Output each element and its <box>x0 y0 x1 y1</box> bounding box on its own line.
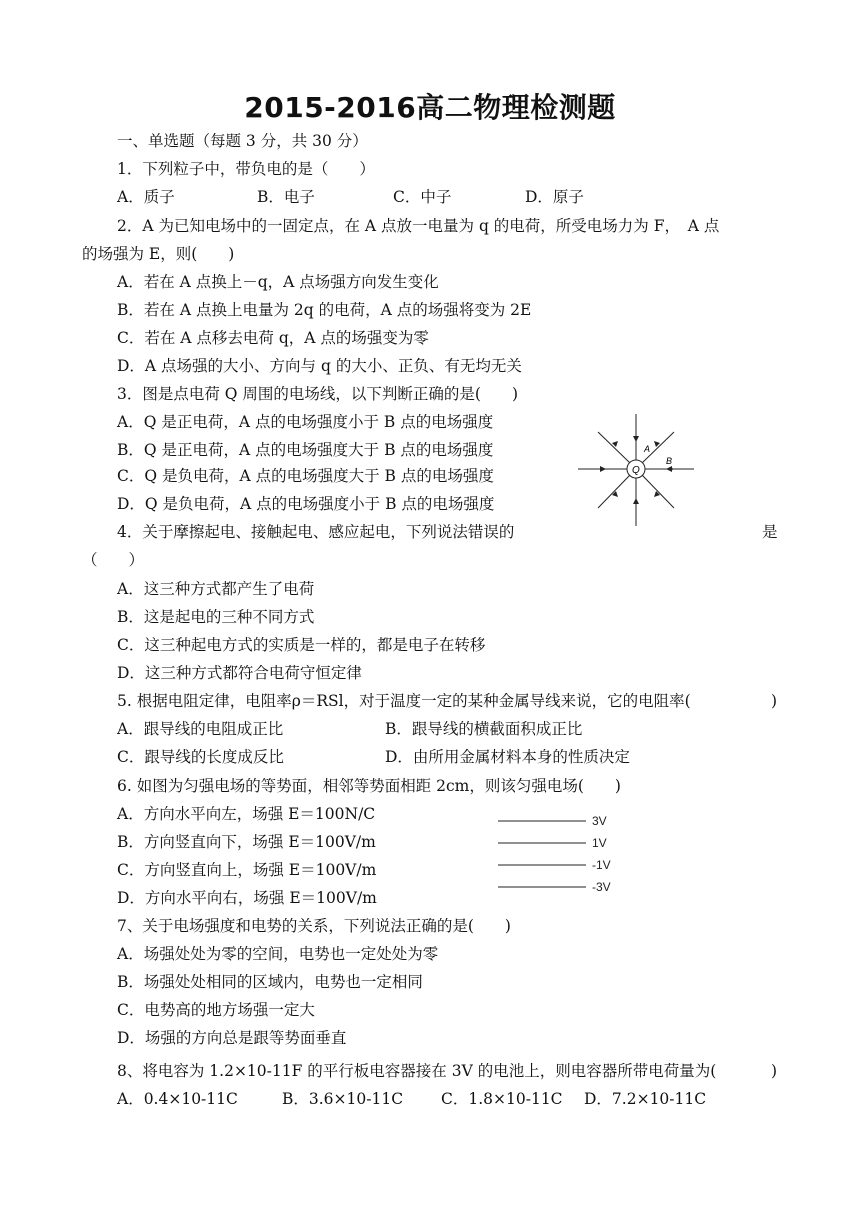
question-5-option-c: C．跟导线的长度成反比 <box>117 748 284 766</box>
point-charge-field-diagram <box>576 410 696 532</box>
page-title: 2015-2016高二物理检测题 <box>244 91 616 124</box>
point-a-label: A <box>644 444 651 454</box>
question-8-stem: 8、将电容为 1.2×10-11F 的平行板电容器接在 3V 的电池上，则电容器所带电荷量为( <box>117 1062 717 1080</box>
question-4-stem-cont: （ ） <box>82 551 145 569</box>
question-8-option-a: A．0.4×10-11C <box>117 1090 238 1108</box>
equipotential-label-1: 3V <box>592 814 607 828</box>
question-3-option-c: C．Q 是负电荷，A 点的电场强度大于 B 点的电场强度 <box>117 467 494 485</box>
question-7-option-a: A．场强处处为零的空间，电势也一定处处为零 <box>117 945 439 963</box>
question-4-option-b: B．这是起电的三种不同方式 <box>117 608 315 626</box>
question-5-stem: 5. 根据电阻定律，电阻率ρ＝RSl，对于温度一定的某种金属导线来说，它的电阻率( <box>117 692 691 710</box>
question-2-stem-cont: 的场强为 E，则( ) <box>82 245 235 263</box>
question-2-option-b: B．若在 A 点换上电量为 2q 的电荷，A 点的场强将变为 2E <box>117 301 532 319</box>
question-1-option-a: A．质子 <box>117 188 175 206</box>
question-6-option-c: C．方向竖直向上，场强 E＝100V/m <box>117 861 377 879</box>
question-3-option-b: B．Q 是正电荷，A 点的电场强度大于 B 点的电场强度 <box>117 441 494 459</box>
question-3-option-a: A．Q 是正电荷，A 点的电场强度小于 B 点的电场强度 <box>117 413 494 431</box>
question-7-option-b: B．场强处处相同的区域内，电势也一定相同 <box>117 973 423 991</box>
section-heading: 一、单选题（每题 3 分，共 30 分） <box>117 132 368 150</box>
question-1-option-b: B．电子 <box>257 188 315 206</box>
question-4-stem-end: 是 <box>762 523 778 541</box>
question-7-stem: 7、关于电场强度和电势的关系，下列说法正确的是( ) <box>117 917 511 935</box>
question-4-option-a: A．这三种方式都产生了电荷 <box>117 580 315 598</box>
equipotential-label-3: -1V <box>592 858 611 872</box>
equipotential-label-4: -3V <box>592 880 611 894</box>
question-4-stem: 4．关于摩擦起电、接触起电、感应起电，下列说法错误的 <box>117 523 515 541</box>
question-5-stem-end: ) <box>771 692 778 710</box>
question-5-option-d: D．由所用金属材料本身的性质决定 <box>385 748 630 766</box>
question-2-option-c: C．若在 A 点移去电荷 q，A 点的场强变为零 <box>117 329 429 347</box>
question-3-option-d: D．Q 是负电荷，A 点的电场强度小于 B 点的电场强度 <box>117 495 495 513</box>
question-2-stem: 2．A 为已知电场中的一固定点，在 A 点放一电量为 q 的电荷，所受电场力为 F， A 点 <box>117 217 720 235</box>
question-6-option-a: A．方向水平向左，场强 E＝100N/C <box>117 805 376 823</box>
question-6-option-d: D．方向水平向右，场强 E＝100V/m <box>117 889 377 907</box>
question-1-option-d: D．原子 <box>525 188 584 206</box>
question-4-option-c: C．这三种起电方式的实质是一样的，都是电子在转移 <box>117 636 486 654</box>
question-2-option-a: A．若在 A 点换上－q，A 点场强方向发生变化 <box>117 273 439 291</box>
question-3-stem: 3．图是点电荷 Q 周围的电场线，以下判断正确的是( ) <box>117 385 519 403</box>
question-5-option-a: A．跟导线的电阻成正比 <box>117 720 284 738</box>
question-2-option-d: D．A 点场强的大小、方向与 q 的大小、正负、有无均无关 <box>117 357 522 375</box>
question-8-option-b: B．3.6×10-11C <box>282 1090 404 1108</box>
equipotential-lines-diagram <box>494 810 634 896</box>
question-4-option-d: D．这三种方式都符合电荷守恒定律 <box>117 664 362 682</box>
point-b-label: B <box>666 456 673 466</box>
question-7-option-c: C．电势高的地方场强一定大 <box>117 1001 315 1019</box>
charge-q-label: Q <box>632 465 640 476</box>
question-5-option-b: B．跟导线的横截面积成正比 <box>385 720 583 738</box>
equipotential-label-2: 1V <box>592 836 607 850</box>
question-6-stem: 6. 如图为匀强电场的等势面，相邻等势面相距 2cm，则该匀强电场( ) <box>117 777 621 795</box>
question-6-option-b: B．方向竖直向下，场强 E＝100V/m <box>117 833 376 851</box>
question-1-option-c: C．中子 <box>393 188 452 206</box>
question-8-stem-end: ) <box>771 1062 778 1080</box>
question-8-option-c: C．1.8×10-11C <box>441 1090 563 1108</box>
question-7-option-d: D．场强的方向总是跟等势面垂直 <box>117 1029 347 1047</box>
question-1-stem: 1．下列粒子中，带负电的是（ ） <box>117 160 375 178</box>
question-8-option-d: D．7.2×10-11C <box>584 1090 707 1108</box>
